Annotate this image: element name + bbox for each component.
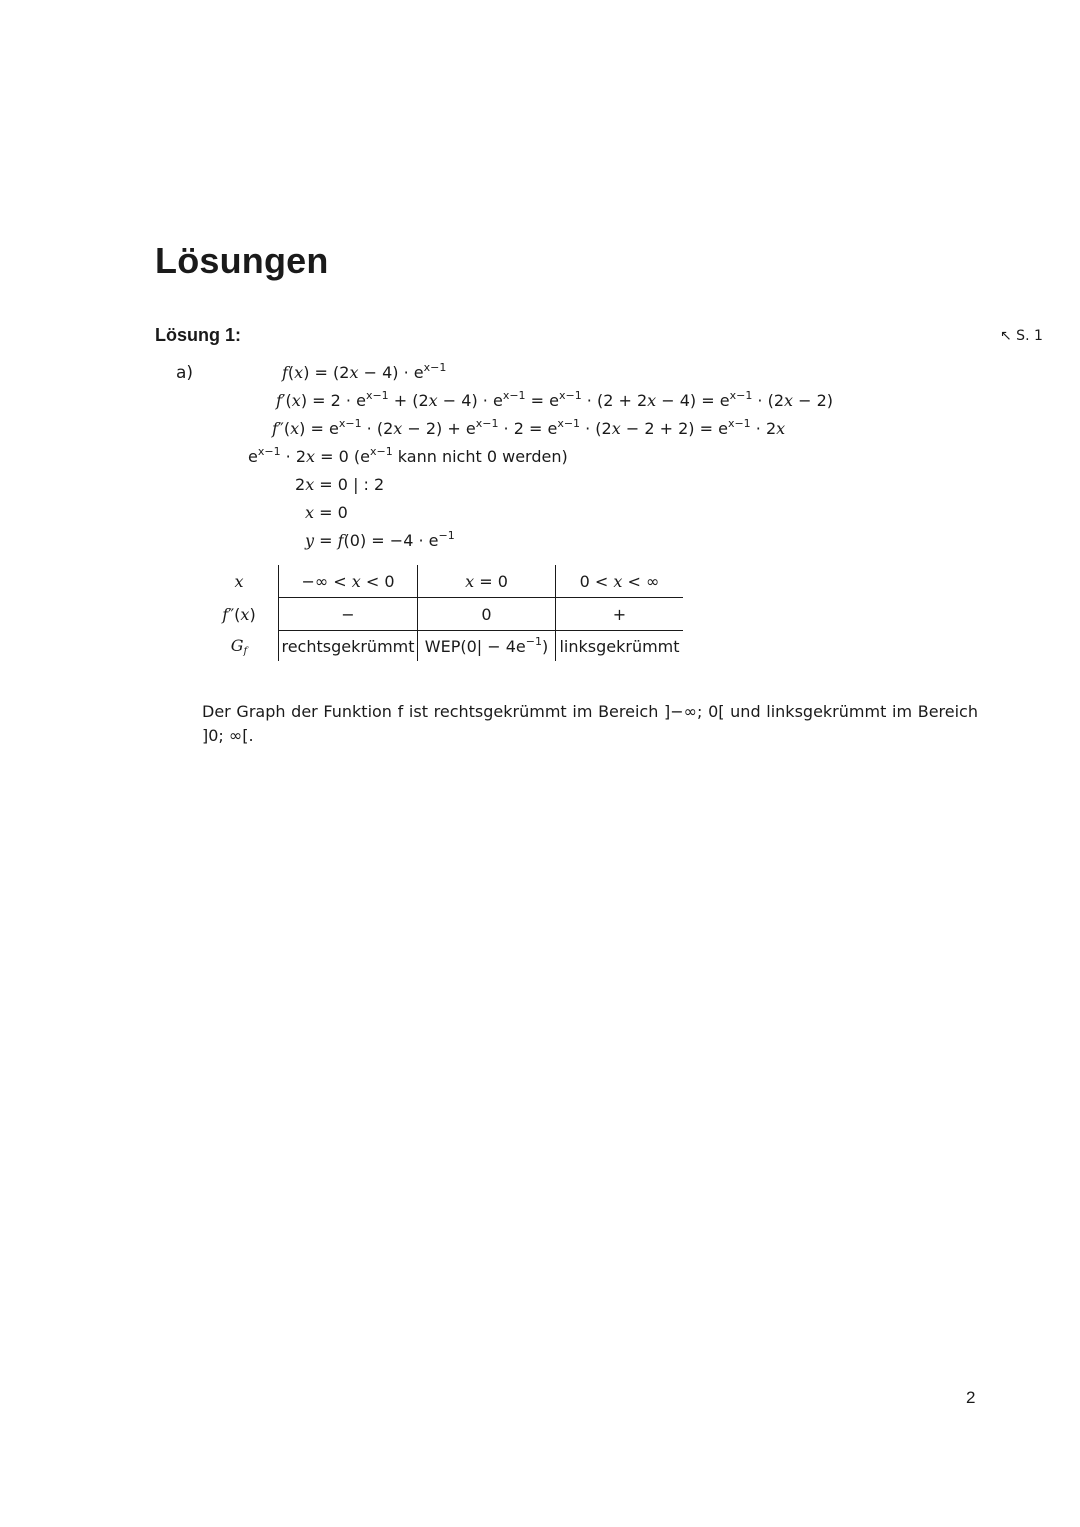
table-cell: + xyxy=(556,598,684,631)
table-row xyxy=(200,631,683,662)
equation-f-definition: $f(x) = (2x - 4) \cdot e^{x-1}$ xyxy=(282,361,447,382)
table-cell: 0 xyxy=(418,598,556,631)
equation-solve-step: 2x = 0 | : 2 xyxy=(295,475,385,494)
equation-solution-y: $y = f(0) = -4 \cdot e^{-1}$ xyxy=(305,529,455,550)
table-cell: $WEP(0| - 4e^{-1})$ xyxy=(418,631,556,662)
page-reference-link[interactable]: ↖ S. 1 xyxy=(1000,328,1043,344)
sign-chart-table xyxy=(200,565,683,661)
table-row-label: x xyxy=(200,565,279,598)
page-title: Lösungen xyxy=(155,240,329,281)
solution-heading: Lösung 1: xyxy=(155,325,241,345)
table-cell: 0 < x < ∞ xyxy=(556,565,684,598)
table-cell: linksgekrümmt xyxy=(559,636,680,656)
table-cell: − xyxy=(279,598,418,631)
page-number: 2 xyxy=(966,1388,976,1407)
equation-second-derivative: $f''(x) = e^{x-1} \cdot (2x - 2) + e^{x-1} \cdot 2 = e^{x-1} \cdot (2x - 2 + 2) = e^{x-1} \cdot 2x$ xyxy=(272,417,786,438)
part-label: a) xyxy=(176,363,194,383)
table-row xyxy=(200,598,683,631)
table-cell: x = 0 xyxy=(418,565,556,598)
equation-first-derivative: $f'(x) = 2 \cdot e^{x-1} + (2x - 4) \cdot e^{x-1} = e^{x-1} \cdot (2 + 2x - 4) = e^{x-1} \cdot (2x - 2)$ xyxy=(276,389,834,410)
table-row-label: $G_f$ xyxy=(200,631,279,662)
conclusion-text: Der Graph der Funktion f ist rechtsgekrümmt im Bereich ]−∞; 0[ und linksgekrümmt im Bereich ]0; ∞[. xyxy=(202,702,978,745)
table-cell: −∞ < x < 0 xyxy=(279,565,418,598)
table-row xyxy=(200,565,683,598)
table-row-label: f″(x) xyxy=(200,598,279,631)
equation-solution-x: x = 0 xyxy=(305,503,348,522)
table-cell: rechtsgekrümmt xyxy=(279,631,418,662)
equation-set-zero: $e^{x-1} \cdot 2x = 0$ ($e^{x-1}$ kann nicht 0 werden) xyxy=(248,445,568,466)
